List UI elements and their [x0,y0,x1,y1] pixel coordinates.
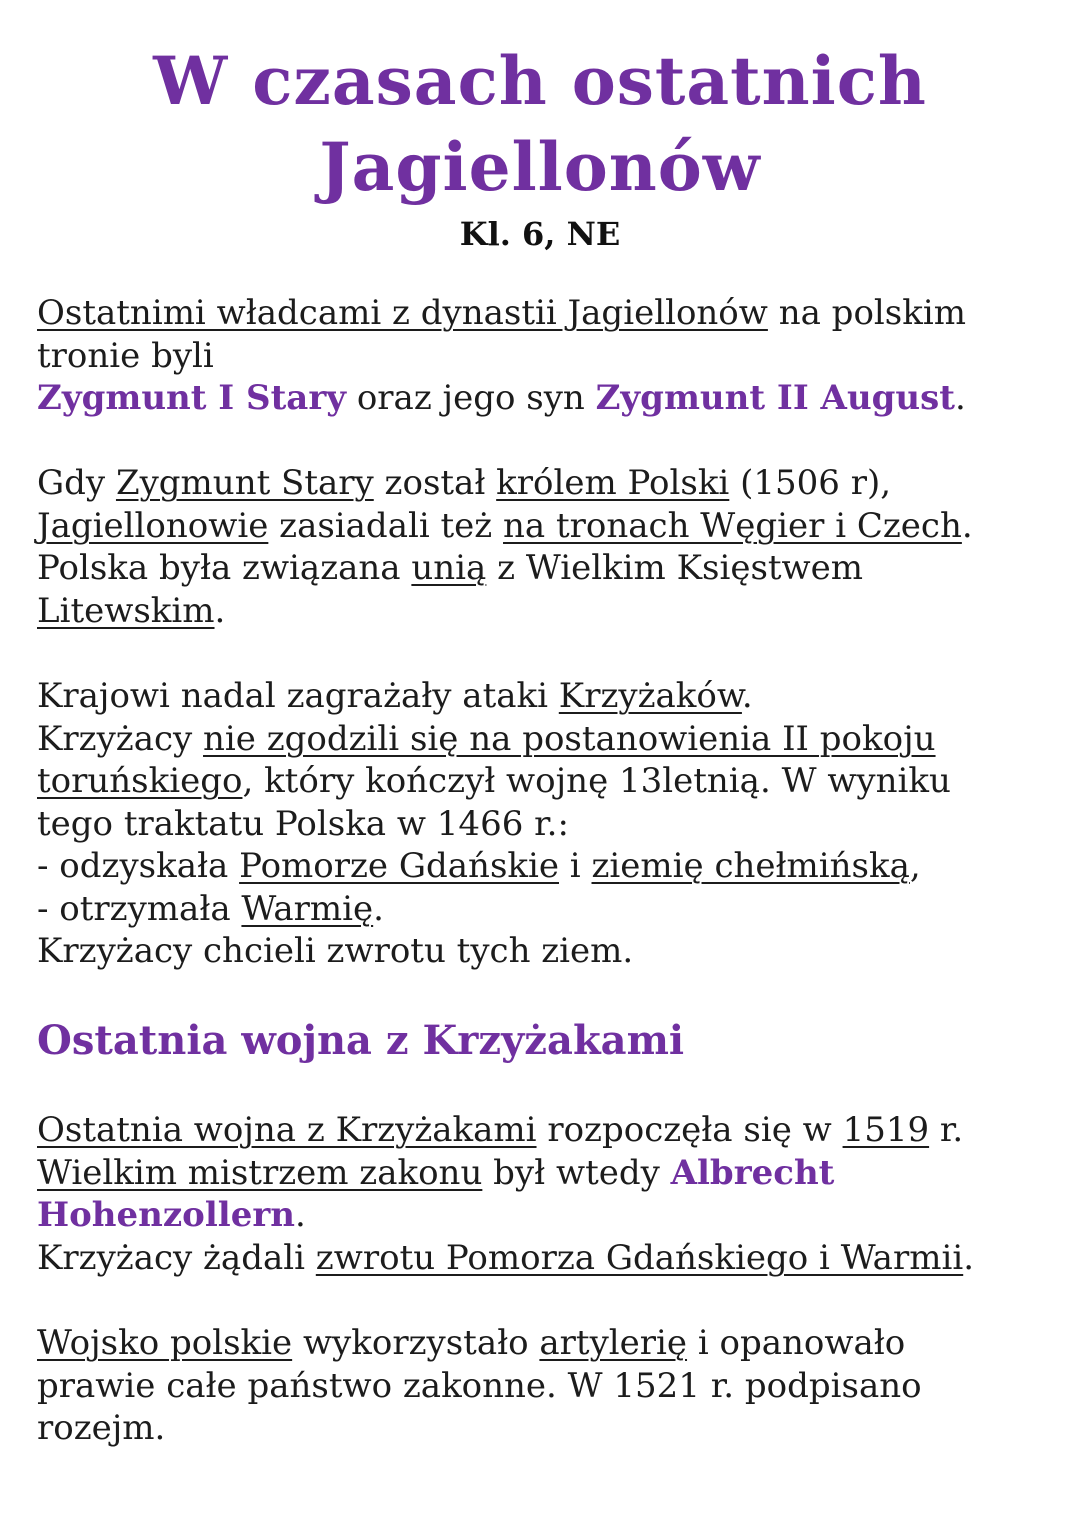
text-line: rozejm. [37,1408,166,1448]
text-line: tego traktatu Polska w 1466 r.: [37,803,569,844]
text-span: r. [929,1110,964,1150]
text-line [37,462,1047,505]
underlined-text: Warmię [241,888,374,929]
underlined-text: Litewskim [37,590,215,631]
text-span: - odzyskała [37,846,240,886]
paragraph-sigismund-old [37,462,1047,632]
underlined-text: Jagiellonowie [37,505,269,546]
text-span: wykorzystało [292,1323,540,1363]
underlined-text: Wojsko polskie [37,1323,293,1363]
underlined-text: Wielkim mistrzem zakonu [37,1152,483,1193]
paragraph-polish-army [37,1322,1047,1450]
paragraph-last-jagiellons [37,292,1047,420]
text-line [37,1322,1047,1365]
highlight-name: Albrecht [670,1152,835,1193]
text-span: Krajowi nadal zagrażały ataki [37,676,559,716]
underlined-text: królem Polski [496,463,730,503]
text-span: Krzyżacy żądali [37,1237,316,1278]
text-line [37,292,1047,377]
text-line: Krzyżacy chcieli zwrotu tych ziem. [37,931,634,971]
text-line [37,760,1047,803]
text-span: Polska była związana [37,548,412,588]
text-line [37,1237,1047,1280]
underlined-text: unią [411,548,487,588]
text-span: na polskim tronie byli [37,293,966,376]
underlined-text: na tronach Węgier i Czech [503,505,962,546]
highlight-name: Zygmunt I Stary [37,378,347,418]
text-span: . [961,505,973,546]
paragraph-teutonic-threat [37,675,1047,973]
text-line [37,505,1047,548]
text-span: i opanowało [687,1323,906,1363]
text-span: zasiadali też [268,505,504,546]
page-title-line-2: Jagiellonów [319,128,761,206]
underlined-text: ziemię chełmińską [591,846,910,886]
text-line: prawie całe państwo zakonne. W 1521 r. podpisano [37,1365,922,1406]
text-span: , [909,846,921,886]
page-title [0,0,1080,210]
text-span: rozpoczęła się w [536,1110,843,1150]
underlined-text: Ostatnimi władcami z dynastii Jagiellonów [37,293,768,333]
text-line [37,378,966,418]
text-span: i [559,846,592,886]
text-line [37,1152,1047,1195]
text-span: . [294,1195,306,1235]
list-item [37,845,1047,888]
underlined-text: artylerię [539,1323,688,1363]
text-line [37,1194,1047,1237]
underlined-text: Ostatnia wojna z Krzyżakami [37,1110,537,1150]
text-span: . [963,1237,975,1278]
text-span: (1506 r), [729,463,892,503]
text-span: . [214,590,226,631]
text-line [37,590,1047,633]
text-span: . [741,676,753,716]
text-span: . [955,378,966,418]
page-title-line-1: W czasach ostatnich [153,42,927,120]
text-line [37,718,1047,761]
text-span: z Wielkim Księstwem [486,548,864,588]
section-heading: Ostatnia wojna z Krzyżakami [37,1017,685,1064]
paragraph-last-war [37,1109,1047,1279]
text-span: oraz jego syn [346,378,596,418]
underlined-text: toruńskiego [37,761,243,801]
underlined-text: zwrotu Pomorza Gdańskiego i Warmii [315,1237,964,1278]
text-span: był wtedy [482,1152,671,1193]
text-span: Gdy [37,463,116,503]
text-line [37,675,1047,718]
text-line [37,547,1047,590]
text-span: , który kończył wojnę 13letnią. W wyniku [242,761,951,801]
text-span: Krzyżacy [37,718,204,759]
text-span: . [373,888,384,929]
underlined-text: Krzyżaków [558,676,742,716]
highlight-name: Zygmunt II August [595,378,955,418]
underlined-text: Pomorze Gdańskie [239,846,559,886]
underlined-text: Zygmunt Stary [115,463,374,503]
page-subtitle: Kl. 6, NE [459,215,621,253]
text-span: - otrzymała [37,888,242,929]
text-span: został [373,463,497,503]
underlined-text: 1519 [842,1110,930,1150]
list-item [37,888,1047,931]
underlined-text: nie zgodzili się na postanowienia II pokoju [203,718,936,759]
text-line [37,1109,1047,1152]
highlight-name: Hohenzollern [37,1195,295,1235]
